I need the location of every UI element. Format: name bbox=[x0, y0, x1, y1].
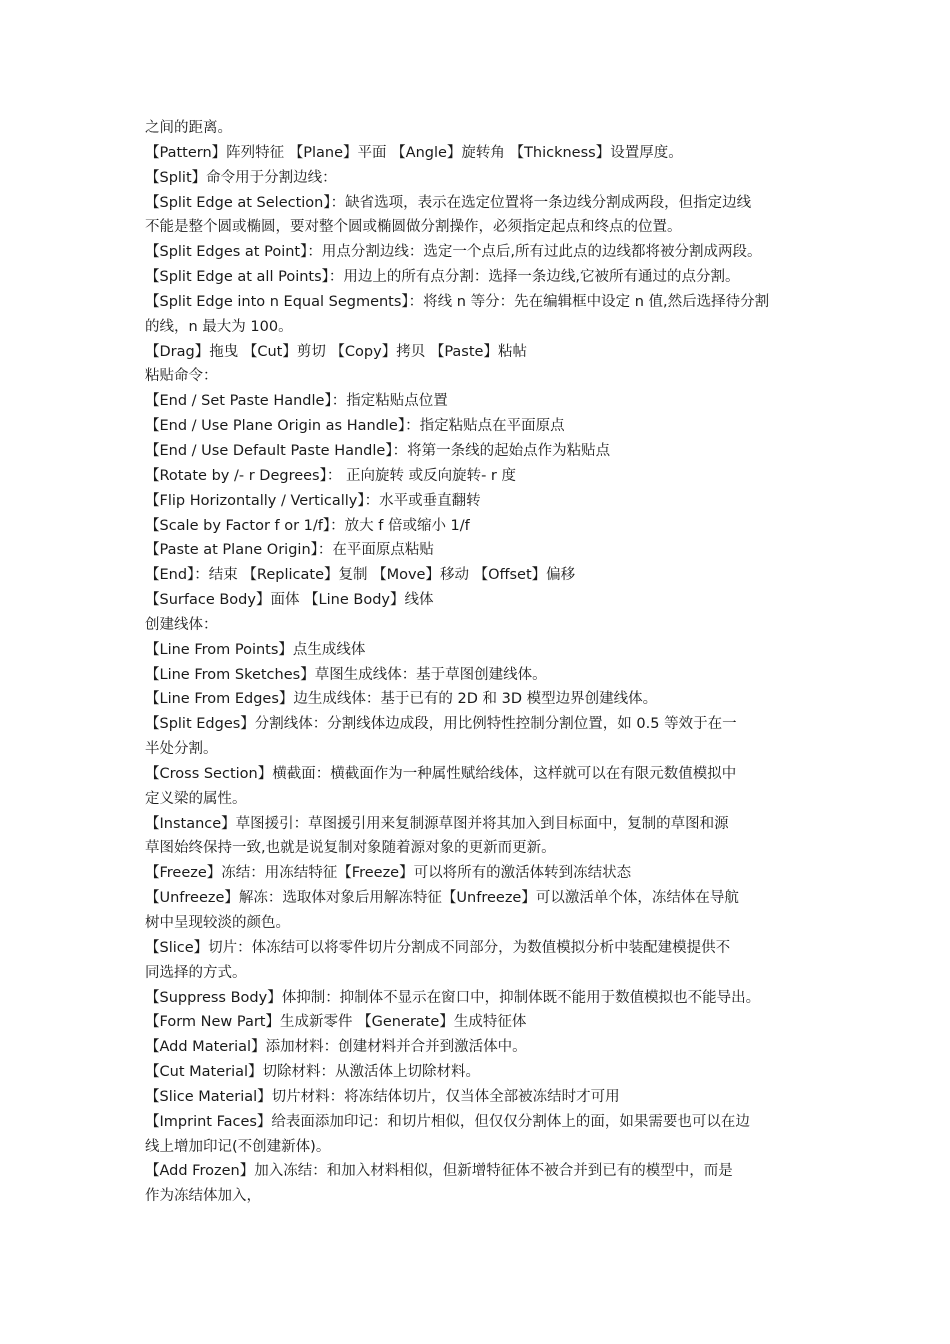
text-line: 草图始终保持一致,也就是说复制对象随着源对象的更新而更新。 bbox=[145, 840, 556, 857]
text-line: 【Suppress Body】体抑制：抑制体不显示在窗口中，抑制体既不能用于数值模拟也不能导出。 bbox=[145, 989, 761, 1006]
text-line: 半处分割。 bbox=[145, 741, 218, 758]
text-line: 【Split Edge at all Points】：用边上的所有点分割：选择一条边线,它被所有通过的点分割。 bbox=[145, 269, 740, 286]
text-line: 【Split Edge at Selection】：缺省选项，表示在选定位置将一条边线分割成两段，但指定边线 bbox=[145, 194, 752, 211]
text-line: 【Line From Points】点生成线体 bbox=[145, 641, 366, 658]
text-line: 【Cut Material】切除材料：从激活体上切除材料。 bbox=[145, 1064, 481, 1081]
text-line: 【End / Use Default Paste Handle】：将第一条线的起始点作为粘贴点 bbox=[145, 442, 611, 459]
text-line: 定义梁的属性。 bbox=[145, 790, 247, 807]
document-body bbox=[145, 116, 809, 1209]
text-line: 【Unfreeze】解冻：选取体对象后用解冻特征【Unfreeze】可以激活单个体，冻结体在导航 bbox=[145, 890, 739, 907]
text-line: 【Scale by Factor f or 1/f】：放大 f 倍或缩小 1/f bbox=[145, 517, 470, 534]
text-line: 【Freeze】冻结：用冻结特征【Freeze】可以将所有的激活体转到冻结状态 bbox=[145, 865, 632, 882]
text-line: 【Add Material】添加材料：创建材料并合并到激活体中。 bbox=[145, 1039, 527, 1056]
text-line: 作为冻结体加入， bbox=[145, 1188, 261, 1205]
text-line: 【End / Set Paste Handle】：指定粘贴点位置 bbox=[145, 393, 448, 410]
text-line: 【End / Use Plane Origin as Handle】：指定粘贴点在平面原点 bbox=[145, 418, 565, 435]
text-line: 【Add Frozen】加入冻结：和加入材料相似，但新增特征体不被合并到已有的模型中，而是 bbox=[145, 1163, 733, 1180]
text-line: 线上增加印记(不创建新体)。 bbox=[145, 1138, 331, 1155]
text-line: 【Drag】拖曳 【Cut】剪切 【Copy】拷贝 【Paste】粘帖 bbox=[145, 343, 527, 360]
text-line: 【Cross Section】横截面：横截面作为一种属性赋给线体，这样就可以在有限元数值模拟中 bbox=[145, 765, 737, 782]
text-line: 树中呈现较淡的颜色。 bbox=[145, 915, 290, 931]
text-line: 之间的距离。 bbox=[145, 120, 232, 136]
text-line: 【Line From Sketches】草图生成线体：基于草图创建线体。 bbox=[145, 666, 547, 683]
text-line: 【Flip Horizontally / Vertically】：水平或垂直翻转 bbox=[145, 492, 481, 509]
text-line: 【Split Edge into n Equal Segments】：将线 n 等分：先在编辑框中设定 n 值,然后选择待分割 bbox=[145, 293, 770, 310]
text-line: 【Pattern】阵列特征 【Plane】平面 【Angle】旋转角 【Thickness】设置厚度。 bbox=[145, 144, 683, 161]
text-line: 粘贴命令： bbox=[145, 368, 218, 385]
text-line: 【Rotate by /- r Degrees】： 正向旋转 或反向旋转- r 度 bbox=[145, 467, 516, 484]
text-line: 【Slice】切片：体冻结可以将零件切片分割成不同部分，为数值模拟分析中装配建模提供不 bbox=[145, 939, 731, 956]
text-line: 【End】：结束 【Replicate】复制 【Move】移动 【Offset】偏移 bbox=[145, 567, 576, 584]
text-line: 【Surface Body】面体 【Line Body】线体 bbox=[145, 592, 434, 609]
text-line: 【Split Edges at Point】：用点分割边线：选定一个点后,所有过此点的边线都将被分割成两段。 bbox=[145, 244, 762, 261]
text-line: 【Split Edges】分割线体：分割线体边成段，用比例特性控制分割位置，如 0.5 等效于在一 bbox=[145, 716, 737, 733]
text-line: 【Split】命令用于分割边线： bbox=[145, 169, 337, 186]
text-line: 创建线体： bbox=[145, 616, 218, 633]
text-line: 【Slice Material】切片材料：将冻结体切片，仅当体全部被冻结时才可用 bbox=[145, 1088, 620, 1105]
text-line: 同选择的方式。 bbox=[145, 964, 247, 981]
text-line: 【Imprint Faces】给表面添加印记：和切片相似，但仅仅分割体上的面，如果需要也可以在边 bbox=[145, 1113, 750, 1130]
text-line: 【Instance】草图援引：草图援引用来复制源草图并将其加入到目标面中，复制的草图和源 bbox=[145, 815, 729, 832]
text-line: 不能是整个圆或椭圆，要对整个圆或椭圆做分割操作，必须指定起点和终点的位置。 bbox=[145, 219, 682, 236]
text-line: 【Line From Edges】边生成线体：基于已有的 2D 和 3D 模型边界创建线体。 bbox=[145, 691, 658, 708]
text-line: 【Form New Part】生成新零件 【Generate】生成特征体 bbox=[145, 1014, 527, 1031]
text-line: 的线，n 最大为 100。 bbox=[145, 318, 293, 335]
text-line: 【Paste at Plane Origin】：在平面原点粘贴 bbox=[145, 542, 434, 559]
